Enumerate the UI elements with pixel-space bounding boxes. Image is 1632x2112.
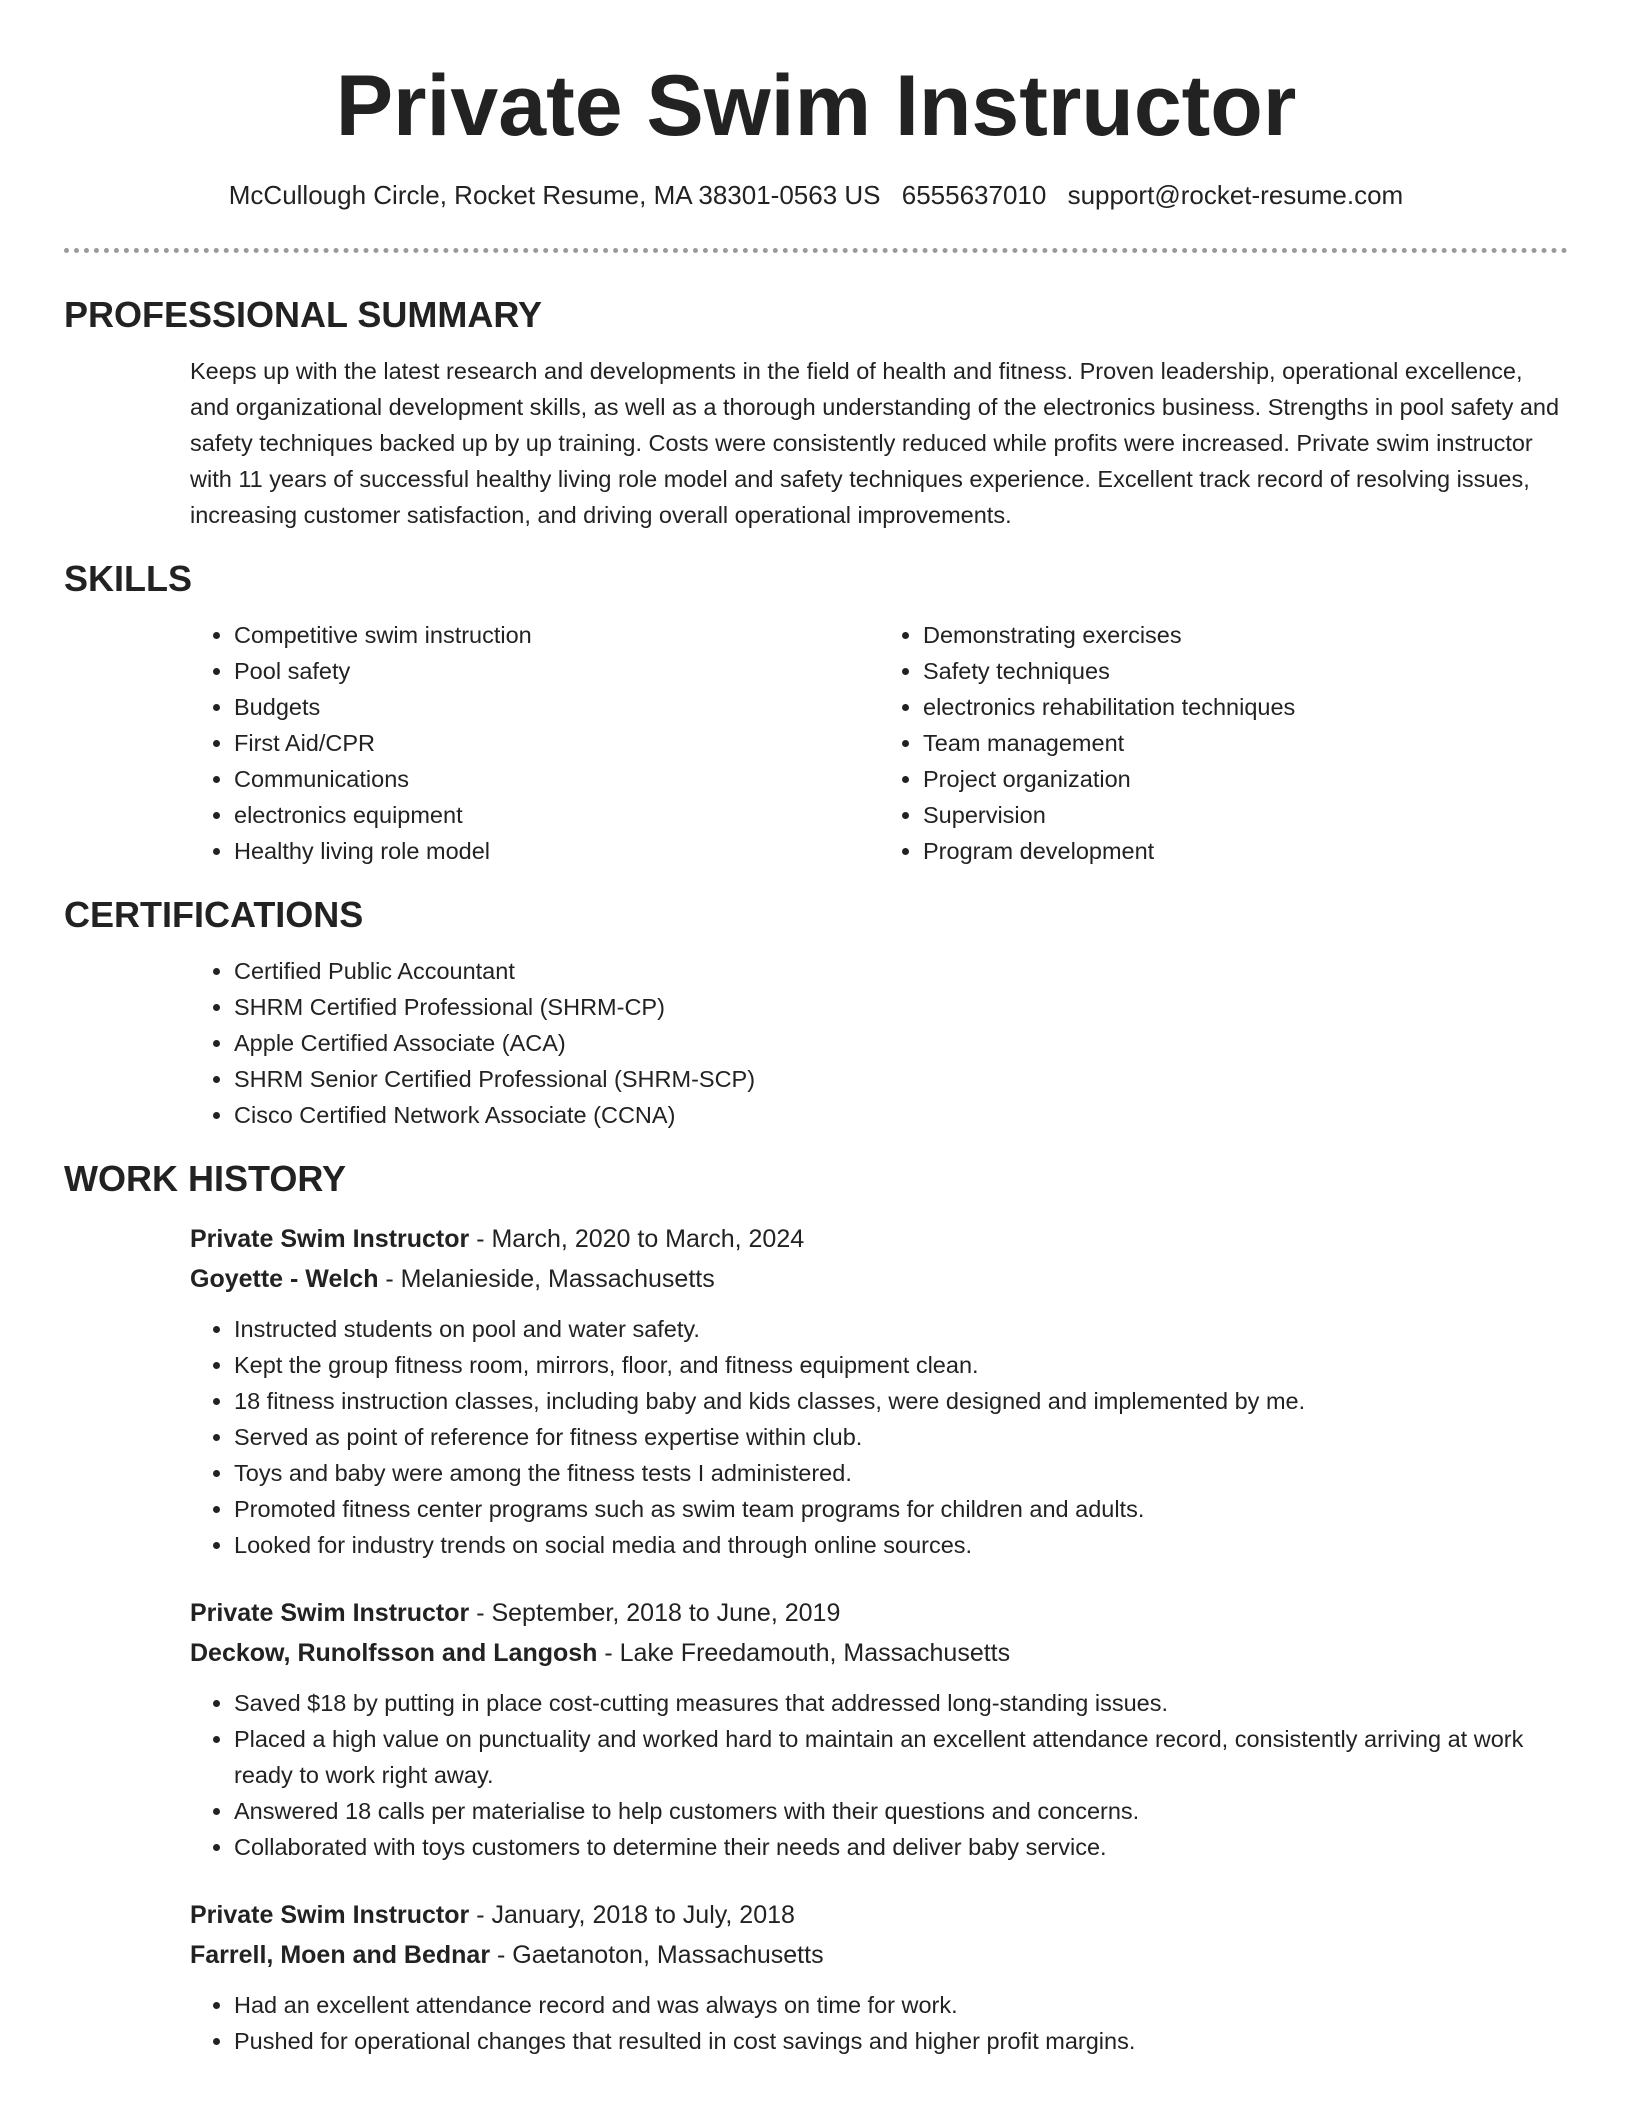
job-duty: • Kept the group fitness room, mirrors, floor, and fitness equipment clean.	[234, 1347, 1568, 1383]
skills-list-right	[879, 617, 1568, 869]
job-duty: • Looked for industry trends on social media and through online sources.	[234, 1527, 1568, 1563]
job-company: Farrell, Moen and Bednar	[190, 1941, 491, 1969]
job-location: - Melanieside, Massachusetts	[378, 1265, 715, 1293]
job-location: - Lake Freedamouth, Massachusetts	[597, 1639, 1011, 1667]
skills-heading: SKILLS	[64, 558, 193, 599]
job-role: Private Swim Instructor	[190, 1225, 470, 1253]
skills-section	[64, 557, 1568, 869]
job-title-line	[190, 1593, 1568, 1633]
job-duty: • Toys and baby were among the fitness tests I administered.	[234, 1455, 1568, 1491]
contact-email: support@rocket-resume.com	[1067, 180, 1404, 210]
skill-item: • Competitive swim instruction	[234, 617, 879, 653]
skill-item: • Team management	[923, 725, 1568, 761]
job-dates: - March, 2020 to March, 2024	[469, 1225, 805, 1253]
job-entry	[190, 1895, 1568, 2059]
skill-item: • First Aid/CPR	[234, 725, 879, 761]
skill-item: • Demonstrating exercises	[923, 617, 1568, 653]
job-entry	[190, 1593, 1568, 1865]
contact-address: McCullough Circle, Rocket Resume, MA 38301-0563 US	[228, 180, 881, 210]
resume-page	[64, 0, 1568, 2059]
job-duty: • Placed a high value on punctuality and worked hard to maintain an excellent attendance record, consistently arriving at work ready to work right away.	[234, 1721, 1568, 1793]
job-duty: • Saved $18 by putting in place cost-cutting measures that addressed long-standing issues.	[234, 1685, 1568, 1721]
certification-item: • SHRM Senior Certified Professional (SHRM-SCP)	[234, 1061, 1568, 1097]
skill-item: • Supervision	[923, 797, 1568, 833]
job-duties-list	[190, 1311, 1568, 1563]
contact-phone: 6555637010	[901, 180, 1047, 210]
skill-item: • Healthy living role model	[234, 833, 879, 869]
summary-heading: PROFESSIONAL SUMMARY	[64, 294, 543, 335]
job-role: Private Swim Instructor	[190, 1901, 470, 1929]
job-duty: • Promoted fitness center programs such as swim team programs for children and adults.	[234, 1491, 1568, 1527]
job-role: Private Swim Instructor	[190, 1599, 470, 1627]
job-location: - Gaetanoton, Massachusetts	[490, 1941, 824, 1969]
job-title-line	[190, 1219, 1568, 1259]
skill-item: • Budgets	[234, 689, 879, 725]
job-duty: • Had an excellent attendance record and was always on time for work.	[234, 1987, 1568, 2023]
job-title-line	[190, 1895, 1568, 1935]
certification-item: • SHRM Certified Professional (SHRM-CP)	[234, 989, 1568, 1025]
resume-name: Private Swim Instructor	[335, 58, 1297, 154]
job-dates: - September, 2018 to June, 2019	[469, 1599, 841, 1627]
job-entry	[190, 1219, 1568, 1563]
job-company: Goyette - Welch	[190, 1265, 379, 1293]
skill-item: • electronics equipment	[234, 797, 879, 833]
job-duty: • Pushed for operational changes that resulted in cost savings and higher profit margins.	[234, 2023, 1568, 2059]
work-history-section	[64, 1157, 1568, 2059]
skill-item: • Safety techniques	[923, 653, 1568, 689]
certifications-section	[64, 893, 1568, 1133]
skill-item: • electronics rehabilitation techniques	[923, 689, 1568, 725]
header-divider	[64, 248, 1568, 253]
certification-item: • Apple Certified Associate (ACA)	[234, 1025, 1568, 1061]
certification-item: • Certified Public Accountant	[234, 953, 1568, 989]
job-company: Deckow, Runolfsson and Langosh	[190, 1639, 598, 1667]
skill-item: • Pool safety	[234, 653, 879, 689]
skill-item: • Project organization	[923, 761, 1568, 797]
job-duty: • Answered 18 calls per materialise to help customers with their questions and concerns.	[234, 1793, 1568, 1829]
certifications-heading: CERTIFICATIONS	[64, 894, 364, 935]
job-dates: - January, 2018 to July, 2018	[469, 1901, 795, 1929]
summary-section	[64, 293, 1568, 533]
job-duty: • Instructed students on pool and water safety.	[234, 1311, 1568, 1347]
skill-item: • Communications	[234, 761, 879, 797]
job-company-line	[190, 1259, 1568, 1299]
skills-list-left	[190, 617, 879, 869]
work-history-heading: WORK HISTORY	[64, 1158, 347, 1199]
skill-item: • Program development	[923, 833, 1568, 869]
job-duties-list	[190, 1685, 1568, 1865]
job-duty: • 18 fitness instruction classes, including baby and kids classes, were designed and implemented by me.	[234, 1383, 1568, 1419]
job-company-line	[190, 1935, 1568, 1975]
job-duties-list	[190, 1987, 1568, 2059]
job-duty: • Collaborated with toys customers to determine their needs and deliver baby service.	[234, 1829, 1568, 1865]
certification-item: • Cisco Certified Network Associate (CCNA)	[234, 1097, 1568, 1133]
certifications-list	[190, 953, 1568, 1133]
summary-text: Keeps up with the latest research and developments in the field of health and fitness. Proven leadership, operational excellence, and organizational development skills, as well as a thorough understanding of the electronics business. Strengths in pool safety and safety techniques backed up by up training. Costs were consistently reduced while profits were increased. Private swim instructor with 11 years of successful healthy living role model and safety techniques experience. Excellent track record of resolving issues, increasing customer satisfaction, and driving overall operational improvements.	[190, 358, 1560, 528]
job-company-line	[190, 1633, 1568, 1673]
contact-line	[64, 178, 1568, 212]
job-duty: • Served as point of reference for fitness expertise within club.	[234, 1419, 1568, 1455]
